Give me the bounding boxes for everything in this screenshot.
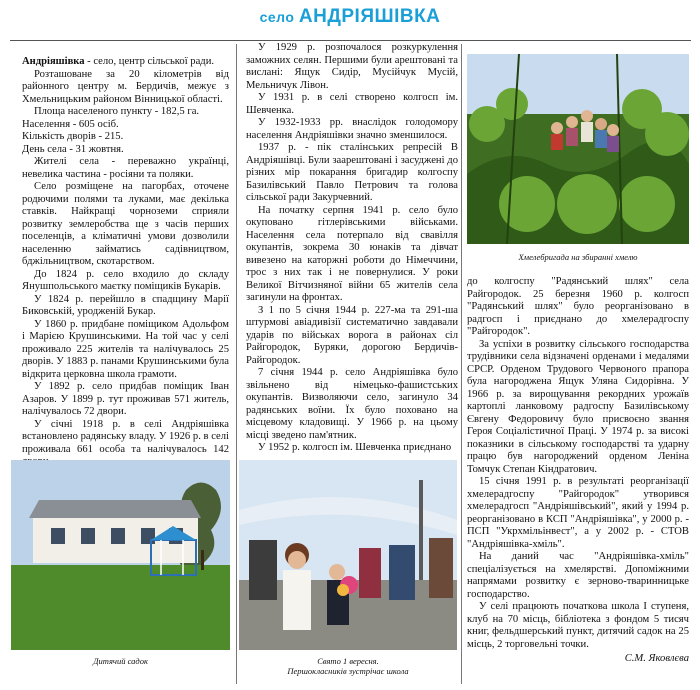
photo-school-celebration: [239, 460, 457, 650]
paragraph: Населення - 605 осіб.: [22, 118, 119, 130]
page-title: [0, 6, 700, 28]
paragraph: У 1931 р. в селі створено колгосп ім. Шевченка.: [246, 92, 458, 116]
paragraph: У селі працюють початкова школа I ступеня, клуб на 70 місць, бібліотека з фондом 5 тисяч книг, фельдшерський пункт, дитячий садок на 25 місць, 2 торговельні точки.: [467, 601, 689, 650]
paragraph: День села - 31 жовтня.: [22, 143, 124, 155]
lead-village-name: Андріяшівка: [22, 56, 85, 67]
lead-text: - село, центр сільської ради.: [84, 56, 215, 67]
title-village-name: АНДРІЯШІВКА: [298, 6, 441, 27]
author-signature: С.М. Яковлєва: [624, 653, 689, 664]
paragraph: [22, 56, 229, 69]
kindergarten-image: [11, 460, 230, 650]
column-divider: [236, 44, 237, 684]
caption-school-line2: Першокласників зустрічає школа: [287, 666, 409, 676]
paragraph: У 1892 р. село придбав поміщик Іван Азаров. У 1899 р. тут проживав 571 житель, налічувалось 72 двори.: [22, 381, 229, 417]
paragraph: На даний час "Андріяшівка-хміль" спеціалізується на хмелярстві. Допоміжними напрямами розвитку є зерново-тваринницьке господарство.: [467, 551, 689, 600]
paragraph: Кількість дворів - 215.: [22, 131, 124, 142]
photo-kindergarten: [11, 460, 230, 650]
caption-kindergarten: Дитячий садок: [93, 656, 148, 666]
column-1: [22, 56, 229, 469]
paragraph: З 1 по 5 січня 1944 р. 227-ма та 291-ша штурмові авіадивізії систематично завдавали ударів по військах ворога в районах сіл Райгородок, Буряки, дорогою Бердичів-Райгородок.: [246, 304, 458, 366]
paragraph: У 1929 р. розпочалося розкуркулення заможних селян. Першими були арештовані та вислані: Ящук Сидір, Мусійчук Мусій, Мельничук Лівон.: [246, 42, 458, 91]
paragraph: Село розміщене на пагорбах, оточене родючими полями та луками, має декілька ставків. Найкращі чорноземи сприяли розвитку землеробства ще з часів перших поселенців, а кліматичні умови дозволили населенню займатись садівництвом, бджільництвом, скотарством.: [22, 181, 229, 267]
paragraph: У 1932-1933 рр. внаслідок голодомору населення Андріяшівки значно зменшилося.: [246, 117, 458, 141]
paragraph: За успіхи в розвитку сільського господарства трудівники села відзначені орденами і медалями СРСР. Орденом Трудового Червоного прапора була нагороджена Ящук Уляна Сидорівна. У 1966 р. за вирощування рекордних урожаїв картоплі ланковому радгоспу Базилівському Євгену Федоровичу було присвоєно звання Героя Соціалістичної Праці. У 1974 р. за високі показники в сільському господарстві та ударну працю був нагороджений орденом Леніна Томчук Степан Кіндратович.: [467, 338, 689, 475]
paragraph: На початку серпня 1941 р. село було окуповано гітлерівськими військами. Населення села потерпало від свавілля окупантів, зокрема 30 юнаків та дівчат вивезено на каторжні роботи до Німеччини, трос з них так і не повернулися. У роки Великої Вітчизняної війни 65 жителів села загинули на фронтах.: [246, 204, 458, 303]
paragraph: Жителі села - переважно українці, невелика частина - росіяни та поляки.: [22, 156, 229, 180]
paragraph: Площа населеного пункту - 182,5 га.: [34, 106, 200, 117]
paragraph: До 1824 р. село входило до складу Янушпольського маєтку поміщиків Букарів.: [22, 268, 229, 292]
caption-hops-brigade: Хмелебригада на збиранні хмелю: [518, 252, 638, 262]
header-rule: [10, 40, 691, 41]
paragraph: Розташоване за 20 кілометрів від районного центру м. Бердичів, межує з Хмельницьким районом Вінницької області.: [22, 68, 229, 105]
paragraph: 7 січня 1944 р. село Андріяшівка було звільнено від німецько-фашистських окупантів. Визволяючи село, загинуло 34 радянських воїни. Їх було поховано на місцевому кладовищі. У 1966 р. на цьому місці зведено пам'ятник.: [246, 367, 458, 441]
school-celebration-image: [239, 460, 457, 650]
paragraph: У 1824 р. перейшло в спадщину Марії Биковській, уродженій Букар.: [22, 293, 229, 317]
hops-brigade-image: [467, 54, 689, 244]
column-2: [246, 42, 458, 455]
column-3: [467, 276, 689, 666]
paragraph: 15 січня 1991 р. в результаті реорганізації хмелерадгоспу "Райгородок" утворився хмелерадгосп "Андріяшівський", який у 1994 р. реорганізовано в КСП "Андріяшівка", у 2000 р. - ПСП "Укрхмільінвест", а у 2002 р. - СТОВ "Андріяшівка-хміль".: [467, 476, 689, 550]
paragraph: У 1860 р. придбане поміщиком Адольфом і Марією Крушинськими. На той час у селі проживало 225 жителів та налічувалось 25 дворів. У 1883 р. панами Крушинськими була відкрита церковна школа грамоти.: [22, 318, 229, 380]
paragraph: 1937 р. - пік сталінських репресій В Андріяшівці. Були заарештовані і засуджені до різних мір покарання бригадир колгоспу Базилівський Павло Петрович та голова сільської ради Закурчевний.: [246, 142, 458, 203]
paragraph: У січні 1918 р. в селі Андріяшівка встановлено радянську владу. У 1926 р. в селі проживала 661 особа та налічувалось 142: [22, 418, 229, 455]
column-divider: [461, 44, 462, 684]
photo-hops-brigade: [467, 54, 689, 244]
paragraph: У 1952 р. колгосп ім. Шевченка приєднано: [258, 442, 452, 453]
caption-school-line1: Свято 1 вересня.: [317, 656, 379, 666]
title-prefix: село: [259, 9, 295, 25]
paragraph: до колгоспу "Радянський шлях" села Райгородок. 25 березня 1960 р. колгосп "Радянський шлях" було реорганізовано в радгосп і приєднано до хмелерадгоспу "Райгородок".: [467, 276, 689, 337]
